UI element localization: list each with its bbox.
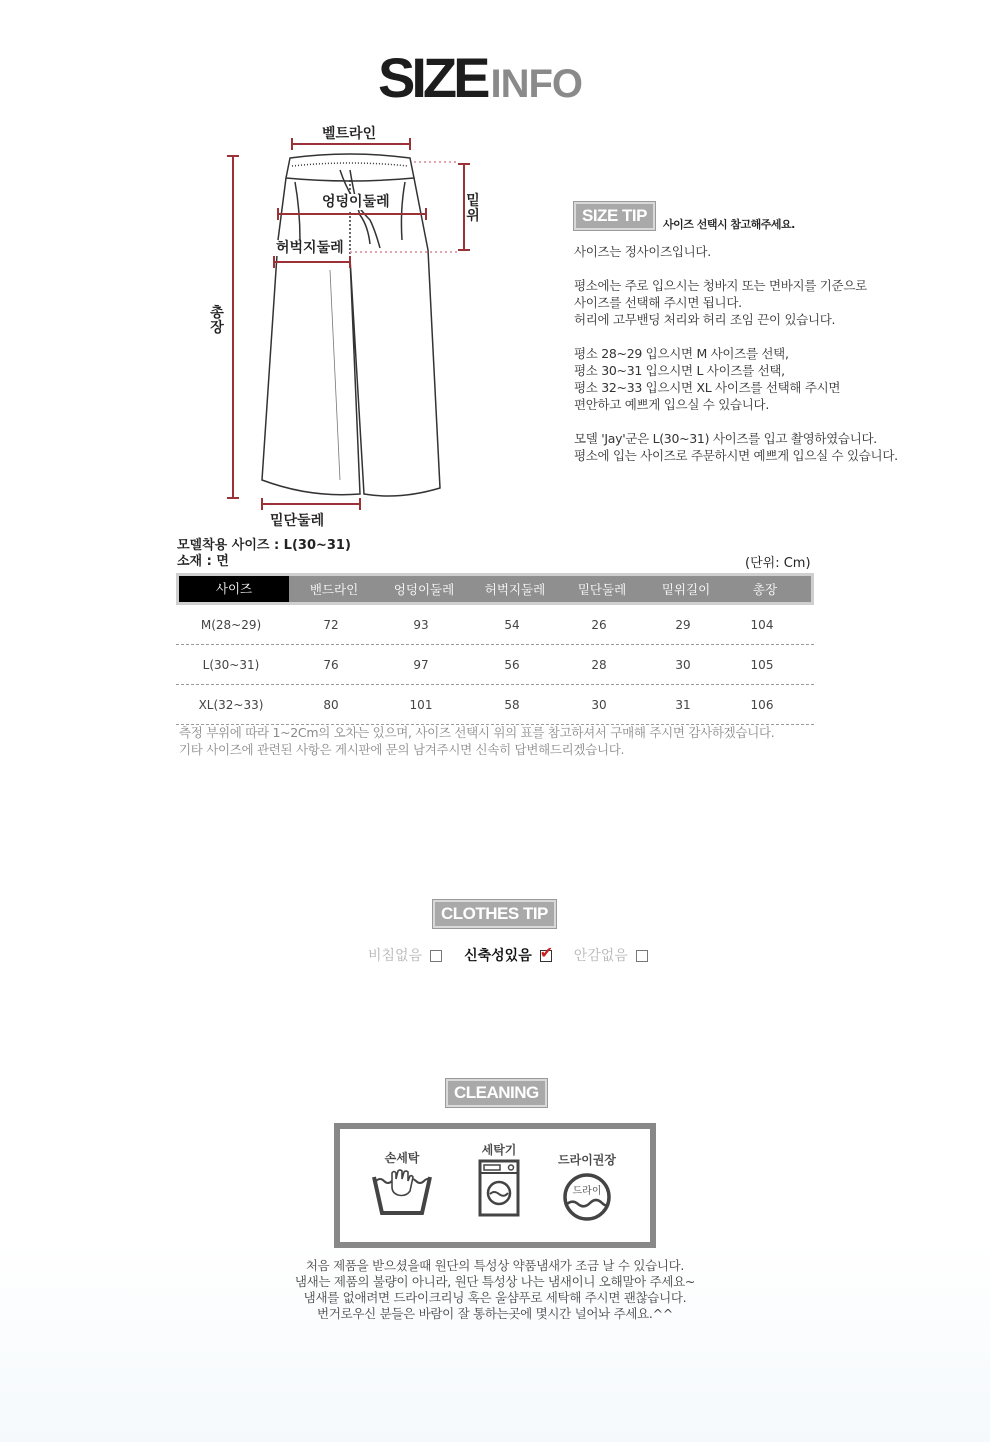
cleaning-note-line: 처음 제품을 받으셨을때 원단의 특성상 약품냄새가 조금 날 수 있습니다. xyxy=(305,1258,685,1273)
table-row xyxy=(176,685,814,725)
cell: M(28~29) xyxy=(200,617,262,632)
dry-clean-inner-text: 드라이 xyxy=(572,1186,602,1197)
title-main: SIZE xyxy=(378,46,487,109)
tip-paragraph xyxy=(574,430,934,464)
cell: 101 xyxy=(409,697,433,712)
cell: 54 xyxy=(504,617,520,632)
tip-line: 평소 28~29 입으시면 M 사이즈를 선택, xyxy=(574,346,789,361)
note-line: 측정 부위에 따라 1~2Cm의 오차는 있으며, 사이즈 선택시 위의 표를 참고하셔서 구매해 주시면 감사하겠습니다. xyxy=(179,725,775,740)
page-title xyxy=(378,46,583,109)
check-mark-icon: ✔ xyxy=(539,943,554,962)
table-row xyxy=(176,605,814,645)
washing-machine-label: 세탁기 xyxy=(481,1143,517,1157)
cell: 76 xyxy=(323,657,339,672)
cell: 30 xyxy=(675,657,691,672)
tip-line: 허리에 고무밴딩 처리와 허리 조임 끈이 있습니다. xyxy=(574,312,836,327)
attr-label: 안감없음 xyxy=(573,948,628,964)
unit-label: (단위: Cm) xyxy=(745,556,811,571)
washing-machine-icon xyxy=(478,1159,520,1217)
cell: 72 xyxy=(323,617,339,632)
header-rise: 밑위길이 xyxy=(661,582,711,597)
cell: 104 xyxy=(750,617,774,632)
attr-label: 신축성있음 xyxy=(464,948,532,964)
attr-no-see-through xyxy=(368,947,442,965)
tip-paragraph xyxy=(574,277,934,328)
label-total-1: 총 xyxy=(210,305,224,321)
pants-diagram xyxy=(200,120,500,540)
tip-line: 사이즈를 선택해 주시면 됩니다. xyxy=(574,295,742,310)
cell: 30 xyxy=(591,697,607,712)
cell: 93 xyxy=(413,617,429,632)
tip-line: 평소 32~33 입으시면 XL 사이즈를 선택해 주시면 xyxy=(574,380,841,395)
cell: XL(32~33) xyxy=(198,697,264,712)
dry-clean-item xyxy=(558,1153,616,1227)
header-size: 사이즈 xyxy=(179,576,289,602)
pants-illustration xyxy=(200,120,500,540)
tip-line: 평소에 입는 사이즈로 주문하시면 예쁘게 입으실 수 있습니다. xyxy=(574,448,898,463)
dry-clean-label: 드라이권장 xyxy=(558,1153,616,1167)
cell: 97 xyxy=(413,657,429,672)
label-total-2: 장 xyxy=(210,320,224,336)
cleaning-note-line: 냄새는 제품의 불량이 아니라, 원단 특성상 나는 냄새이니 오해말아 주세요~ xyxy=(294,1274,696,1289)
tip-line: 모델 'Jay'군은 L(30~31) 사이즈를 입고 촬영하였습니다. xyxy=(574,431,877,446)
cleaning-notes xyxy=(250,1258,740,1322)
checkbox-icon xyxy=(636,950,648,962)
label-rise xyxy=(465,194,481,224)
label-rise-1: 밑 xyxy=(466,193,480,209)
clothes-tip-tag: CLOTHES TIP xyxy=(433,900,556,928)
cleaning-tag: CLEANING xyxy=(446,1079,547,1107)
label-hip: 엉덩이둘레 xyxy=(322,194,390,210)
dry-clean-icon xyxy=(558,1171,616,1223)
attr-no-lining xyxy=(574,947,648,965)
tip-line: 평소 30~31 입으시면 L 사이즈를 선택, xyxy=(574,363,785,378)
note-line: 기타 사이즈에 관련된 사항은 게시판에 문의 남겨주시면 신속히 답변해드리겠습니다. xyxy=(179,742,625,757)
size-tip-subtitle: 사이즈 선택시 참고해주세요. xyxy=(663,218,795,231)
checkbox-icon xyxy=(430,950,442,962)
header-band-line: 밴드라인 xyxy=(309,582,359,597)
cell: 80 xyxy=(323,697,339,712)
cleaning-panel xyxy=(334,1123,656,1248)
label-total-length xyxy=(209,306,225,336)
model-info xyxy=(177,538,351,570)
cell: L(30~31) xyxy=(202,657,260,672)
hand-wash-item xyxy=(370,1151,434,1223)
cleaning-note-line: 번거로우신 분들은 바람이 잘 통하는곳에 몇시간 널어놔 주세요.^^ xyxy=(317,1306,673,1321)
washing-machine-item xyxy=(478,1143,520,1221)
tip-line: 편안하고 예쁘게 입으실 수 있습니다. xyxy=(574,397,769,412)
cell: 58 xyxy=(504,697,520,712)
model-size: 모델착용 사이즈 : L(30~31) xyxy=(177,538,351,553)
table-header xyxy=(176,573,814,605)
cell: 28 xyxy=(591,657,607,672)
attr-stretch xyxy=(464,943,554,965)
tip-line: 사이즈는 정사이즈입니다. xyxy=(574,244,711,259)
checkbox-checked-icon xyxy=(539,943,554,962)
size-notes xyxy=(179,724,774,758)
title-sub: INFO xyxy=(490,62,583,106)
size-table xyxy=(176,573,814,725)
header-thigh: 허벅지둘레 xyxy=(484,582,546,597)
header-hem: 밑단둘레 xyxy=(577,582,627,597)
material: 소재 : 면 xyxy=(177,554,229,569)
table-row xyxy=(176,645,814,685)
label-rise-2: 위 xyxy=(466,208,480,224)
header-total-length: 총장 xyxy=(752,582,778,597)
cell: 29 xyxy=(675,617,691,632)
cell: 106 xyxy=(750,697,774,712)
cell: 31 xyxy=(675,697,691,712)
clothes-attributes xyxy=(368,943,670,965)
tip-line: 평소에는 주로 입으시는 청바지 또는 면바지를 기준으로 xyxy=(574,278,867,293)
size-tip-body xyxy=(574,243,934,481)
label-thigh: 허벅지둘레 xyxy=(276,240,344,256)
cell: 26 xyxy=(591,617,607,632)
attr-label: 비침없음 xyxy=(368,948,423,964)
label-hem: 밑단둘레 xyxy=(270,513,325,529)
cell: 56 xyxy=(504,657,520,672)
label-band-line: 벨트라인 xyxy=(322,126,377,142)
hand-wash-icon xyxy=(370,1167,434,1219)
cleaning-note-line: 냄새를 없애려면 드라이크리닝 혹은 울샴푸로 세탁해 주시면 괜찮습니다. xyxy=(303,1290,687,1305)
cell: 105 xyxy=(750,657,774,672)
tip-paragraph xyxy=(574,243,934,260)
header-hip: 엉덩이둘레 xyxy=(393,582,455,597)
size-tip-tag: SIZE TIP xyxy=(574,202,655,230)
tip-paragraph xyxy=(574,345,934,413)
hand-wash-label: 손세탁 xyxy=(384,1151,420,1165)
